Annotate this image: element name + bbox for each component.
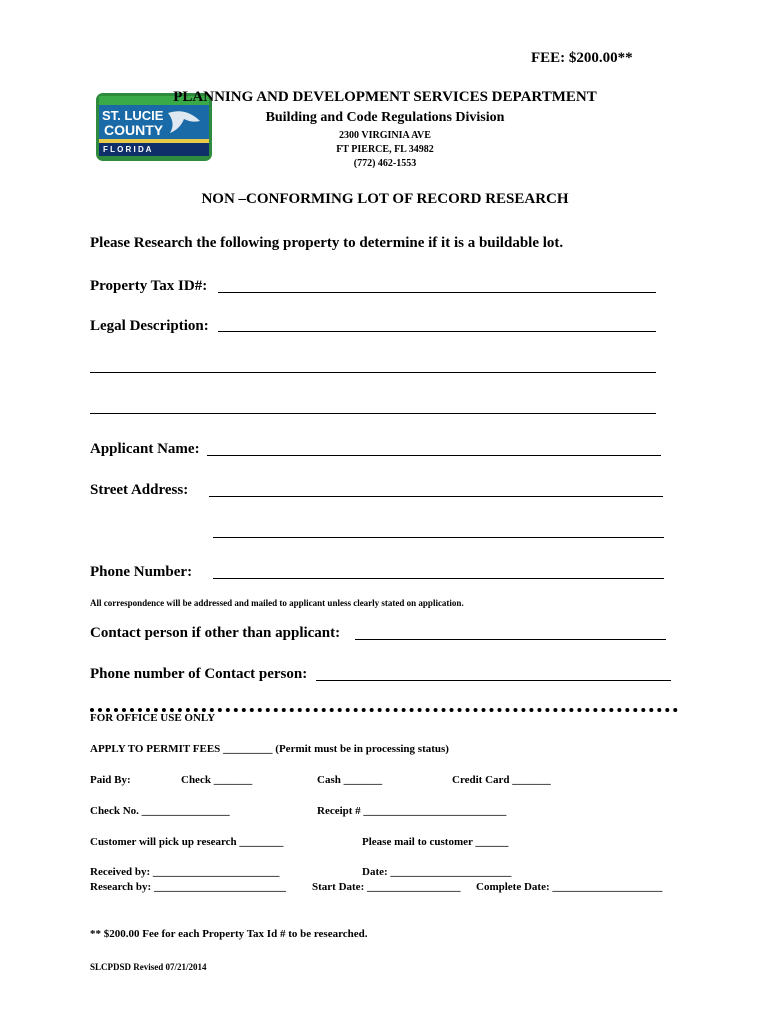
fee-label: FEE: $200.00** — [531, 50, 633, 66]
applicant-name-field[interactable] — [207, 455, 661, 456]
receipt-number-field[interactable]: Receipt # __________________________ — [317, 805, 507, 817]
paid-by-label: Paid By: — [90, 774, 131, 786]
legal-description-field[interactable] — [218, 331, 656, 332]
complete-date-field[interactable]: Complete Date: ____________________ — [476, 881, 663, 893]
contact-person-label: Contact person if other than applicant: — [90, 625, 341, 641]
instruction-text: Please Research the following property to determine if it is a buildable lot. — [90, 235, 564, 251]
applicant-name-label: Applicant Name: — [90, 441, 200, 457]
legal-description-field-line-3[interactable] — [90, 413, 656, 414]
legal-description-label: Legal Description: — [90, 318, 209, 334]
check-number-field[interactable]: Check No. ________________ — [90, 805, 230, 817]
start-date-field[interactable]: Start Date: _________________ — [312, 881, 461, 893]
address-line-2: FT PIERCE, FL 34982 — [336, 144, 434, 155]
legal-description-field-line-2[interactable] — [90, 372, 656, 373]
contact-person-field[interactable] — [355, 639, 666, 640]
street-address-field[interactable] — [209, 496, 663, 497]
logo-line2: COUNTY — [104, 122, 164, 138]
received-date-field[interactable]: Date: ______________________ — [362, 866, 512, 878]
department-name: PLANNING AND DEVELOPMENT SERVICES DEPARTMENT — [173, 89, 597, 105]
credit-card-option[interactable]: Credit Card _______ — [452, 774, 551, 786]
phone-number-label: Phone Number: — [90, 564, 193, 580]
cash-option[interactable]: Cash _______ — [317, 774, 383, 786]
contact-phone-label: Phone number of Contact person: — [90, 666, 308, 682]
department-phone: (772) 462-1553 — [353, 158, 417, 169]
logo-line1: ST. LUCIE — [102, 108, 164, 123]
mail-to-customer-option[interactable]: Please mail to customer ______ — [362, 836, 509, 848]
division-name: Building and Code Regulations Division — [265, 110, 505, 125]
contact-phone-field[interactable] — [316, 680, 671, 681]
address-line-1: 2300 VIRGINIA AVE — [339, 130, 431, 141]
street-address-label: Street Address: — [90, 482, 189, 498]
customer-pickup-option[interactable]: Customer will pick up research ________ — [90, 836, 284, 848]
received-by-field[interactable]: Received by: _______________________ — [90, 866, 280, 878]
street-address-field-line-2[interactable] — [213, 537, 664, 538]
tax-id-field[interactable] — [218, 292, 656, 293]
revision-note: SLCPDSD Revised 07/21/2014 — [90, 962, 207, 972]
tax-id-label: Property Tax ID#: — [90, 278, 208, 294]
logo-line3: F L O R I D A — [103, 145, 152, 154]
form-title: NON –CONFORMING LOT OF RECORD RESEARCH — [201, 191, 569, 207]
correspondence-note: All correspondence will be addressed and mailed to applicant unless clearly stated on application. — [90, 598, 464, 608]
apply-permit-fees: APPLY TO PERMIT FEES _________ (Permit must be in processing status) — [90, 743, 449, 755]
phone-number-field[interactable] — [213, 578, 664, 579]
office-use-heading: FOR OFFICE USE ONLY — [90, 712, 216, 724]
fee-footnote: ** $200.00 Fee for each Property Tax Id # to be researched. — [90, 928, 368, 940]
check-option[interactable]: Check _______ — [181, 774, 253, 786]
research-by-field[interactable]: Research by: ________________________ — [90, 881, 286, 893]
